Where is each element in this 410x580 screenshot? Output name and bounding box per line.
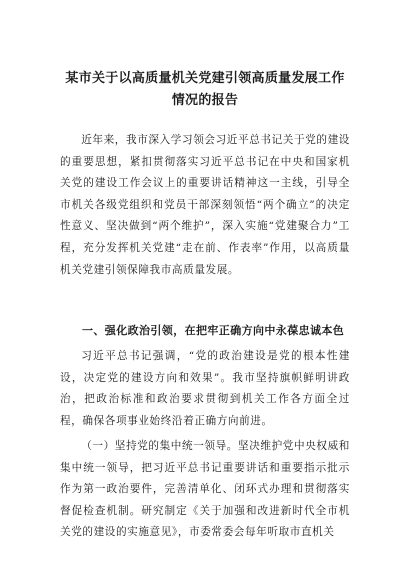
subsection-1-paragraph: （一）坚持党的集中统一领导。坚决维护党中央权威和集中统一领导，把习近平总书记重要讲话和重要指示批示作为第一政治要件，完善清单化、闭环式办理和贯彻落实督促检查机制。研究制定《关于加强和改进新时代全市机关党的建设的实施意见》，市委常委会每年听取市直机关: [60, 440, 350, 539]
section-1-paragraph: 习近平总书记强调，“党的政治建设是党的根本性建设，决定党的建设方向和效果”。我市坚持旗帜鲜明讲政治，把政治标准和政治要求贯彻到机关工作各方面全过程，确保各项事业始终沿着正确方向前进。: [60, 350, 350, 427]
document-title: 某市关于以高质量机关党建引领高质量发展工作情况的报告: [65, 71, 345, 108]
intro-paragraph: 近年来，我市深入学习领会习近平总书记关于党的建设的重要思想，紧扣贯彻落实习近平总书记在中央和国家机关党的建设工作会议上的重要讲话精神这一主线，引导全市机关各级党组织和党员干部深刻领悟“两个确立”的决定性意义、坚决做到“两个维护”，深入实施“党建聚合力”工程，充分发挥机关党建“走在前、作表率”作用，以高质量机关党建引领保障我市高质量发展。: [60, 134, 350, 276]
section-heading-1: 一、强化政治引领，在把牢正确方向中永葆忠诚本色: [82, 324, 345, 337]
